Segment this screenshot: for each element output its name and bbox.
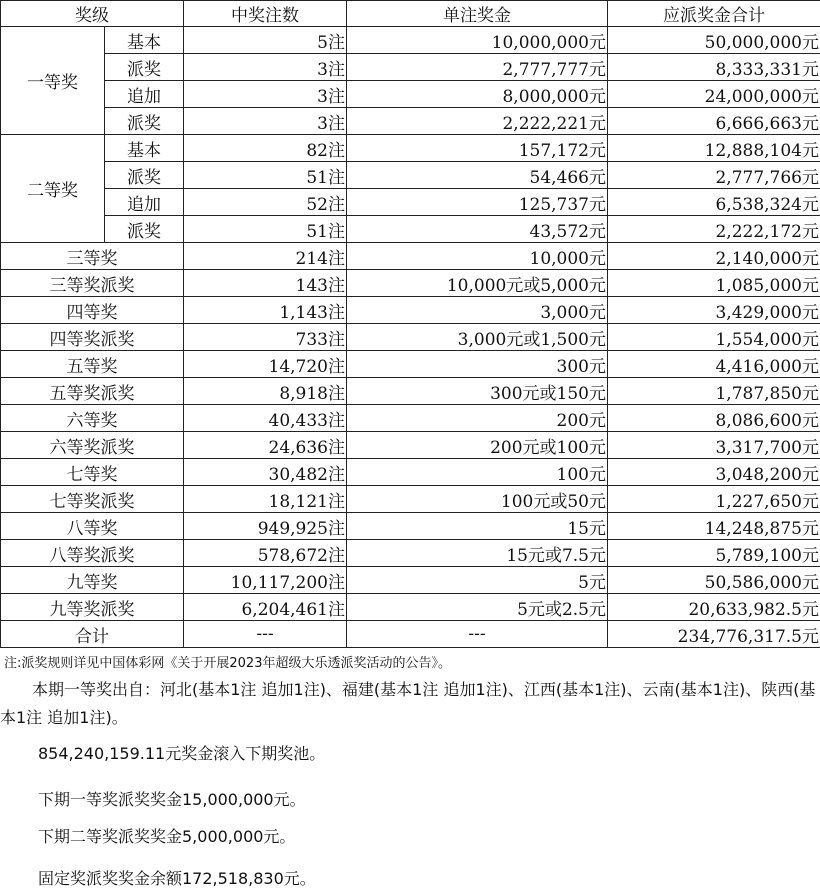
table-row <box>1 351 820 378</box>
unit-prize: 3,000元或1,500元 <box>347 324 608 351</box>
total-prize: 2,140,000元 <box>608 243 820 270</box>
sub-tier: 派奖 <box>105 54 184 81</box>
unit-prize: 100元 <box>347 459 608 486</box>
footnote: 注:派奖规则详见中国体彩网《关于开展2023年超级大乐透派奖活动的公告》。 <box>4 656 451 671</box>
winner-count: 578,672注 <box>184 540 347 567</box>
table-header-row <box>1 1 820 27</box>
winner-count: 40,433注 <box>184 405 347 432</box>
table-row <box>1 567 820 594</box>
unit-prize: 300元 <box>347 351 608 378</box>
tier-rows <box>1 243 820 621</box>
winner-count: 5注 <box>184 27 347 54</box>
total-prize: 3,429,000元 <box>608 297 820 324</box>
table-row <box>1 486 820 513</box>
table-row <box>1 540 820 567</box>
winner-count: 733注 <box>184 324 347 351</box>
total-prize: 6,538,324元 <box>608 189 820 216</box>
tier-name: 九等奖派奖 <box>1 594 184 621</box>
winner-count: 143注 <box>184 270 347 297</box>
total-unit: --- <box>347 621 608 648</box>
table-row <box>1 378 820 405</box>
total-count: --- <box>184 621 347 648</box>
table-row <box>1 432 820 459</box>
sub-tier: 派奖 <box>105 162 184 189</box>
unit-prize: 125,737元 <box>347 189 608 216</box>
table-row <box>1 270 820 297</box>
unit-prize: 10,000,000元 <box>347 27 608 54</box>
sub-tier: 派奖 <box>105 216 184 243</box>
total-prize: 50,000,000元 <box>608 27 820 54</box>
first-prize-label: 一等奖 <box>1 27 105 135</box>
winner-count: 30,482注 <box>184 459 347 486</box>
grand-total: 234,776,317.5元 <box>608 621 820 648</box>
sub-tier: 追加 <box>105 189 184 216</box>
header-count: 中奖注数 <box>184 1 347 27</box>
unit-prize: 8,000,000元 <box>347 81 608 108</box>
first-prize-winners-text: 本期一等奖出自：河北(基本1注 追加1注)、福建(基本1注 追加1注)、江西(基本1注)、云南(基本1注)、陕西(基本1注 追加1注)。 <box>0 680 816 727</box>
total-prize: 1,085,000元 <box>608 270 820 297</box>
tier-name: 九等奖 <box>1 567 184 594</box>
table-row <box>1 594 820 621</box>
winner-count: 82注 <box>184 135 347 162</box>
unit-prize: 5元或2.5元 <box>347 594 608 621</box>
sub-tier: 派奖 <box>105 108 184 135</box>
tier-name: 五等奖 <box>1 351 184 378</box>
total-prize: 24,000,000元 <box>608 81 820 108</box>
winner-count: 3注 <box>184 108 347 135</box>
unit-prize: 100元或50元 <box>347 486 608 513</box>
unit-prize: 5元 <box>347 567 608 594</box>
total-prize: 14,248,875元 <box>608 513 820 540</box>
table-row <box>1 189 820 216</box>
tier-name: 三等奖 <box>1 243 184 270</box>
total-prize: 8,333,331元 <box>608 54 820 81</box>
total-prize: 2,777,766元 <box>608 162 820 189</box>
sub-tier: 基本 <box>105 27 184 54</box>
second-prize-label: 二等奖 <box>1 135 105 243</box>
table-row <box>1 513 820 540</box>
table-row <box>1 297 820 324</box>
unit-prize: 200元或100元 <box>347 432 608 459</box>
winner-count: 51注 <box>184 216 347 243</box>
winner-count: 14,720注 <box>184 351 347 378</box>
sub-tier: 基本 <box>105 135 184 162</box>
fixed-balance-text: 固定奖派奖奖金余额172,518,830元。 <box>38 869 316 888</box>
total-prize: 5,789,100元 <box>608 540 820 567</box>
winner-count: 24,636注 <box>184 432 347 459</box>
tier-name: 四等奖 <box>1 297 184 324</box>
table-row <box>1 324 820 351</box>
total-prize: 3,317,700元 <box>608 432 820 459</box>
total-prize: 50,586,000元 <box>608 567 820 594</box>
unit-prize: 300元或150元 <box>347 378 608 405</box>
tier-name: 六等奖 <box>1 405 184 432</box>
winner-count: 52注 <box>184 189 347 216</box>
header-unit-prize: 单注奖金 <box>347 1 608 27</box>
total-prize: 20,633,982.5元 <box>608 594 820 621</box>
winner-count: 3注 <box>184 54 347 81</box>
total-prize: 1,227,650元 <box>608 486 820 513</box>
table-row <box>1 405 820 432</box>
tier-name: 七等奖 <box>1 459 184 486</box>
winner-count: 18,121注 <box>184 486 347 513</box>
table-row <box>1 216 820 243</box>
rollover-text: 854,240,159.11元奖金滚入下期奖池。 <box>38 744 326 763</box>
sub-tier: 追加 <box>105 81 184 108</box>
table-row <box>1 54 820 81</box>
total-prize: 2,222,172元 <box>608 216 820 243</box>
winner-count: 51注 <box>184 162 347 189</box>
unit-prize: 200元 <box>347 405 608 432</box>
tier-name: 八等奖派奖 <box>1 540 184 567</box>
total-prize: 1,787,850元 <box>608 378 820 405</box>
winner-count: 1,143注 <box>184 297 347 324</box>
total-label: 合计 <box>1 621 184 648</box>
total-prize: 8,086,600元 <box>608 405 820 432</box>
unit-prize: 157,172元 <box>347 135 608 162</box>
tier-name: 八等奖 <box>1 513 184 540</box>
total-prize: 4,416,000元 <box>608 351 820 378</box>
unit-prize: 10,000元 <box>347 243 608 270</box>
table-row <box>1 459 820 486</box>
tier-name: 三等奖派奖 <box>1 270 184 297</box>
next-first-prize-text: 下期一等奖派奖奖金15,000,000元。 <box>38 790 306 809</box>
table-row <box>1 108 820 135</box>
unit-prize: 54,466元 <box>347 162 608 189</box>
winner-count: 6,204,461注 <box>184 594 347 621</box>
tier-name: 六等奖派奖 <box>1 432 184 459</box>
table-row <box>1 135 820 162</box>
unit-prize: 15元或7.5元 <box>347 540 608 567</box>
winner-count: 214注 <box>184 243 347 270</box>
unit-prize: 2,222,221元 <box>347 108 608 135</box>
tier-name: 七等奖派奖 <box>1 486 184 513</box>
tier-name: 四等奖派奖 <box>1 324 184 351</box>
tier-name: 五等奖派奖 <box>1 378 184 405</box>
header-total-prize: 应派奖金合计 <box>608 1 820 27</box>
total-row <box>1 621 820 648</box>
winner-count: 3注 <box>184 81 347 108</box>
winner-count: 10,117,200注 <box>184 567 347 594</box>
table-row <box>1 243 820 270</box>
table-row <box>1 162 820 189</box>
unit-prize: 3,000元 <box>347 297 608 324</box>
winner-count: 8,918注 <box>184 378 347 405</box>
total-prize: 12,888,104元 <box>608 135 820 162</box>
unit-prize: 43,572元 <box>347 216 608 243</box>
next-second-prize-text: 下期二等奖派奖奖金5,000,000元。 <box>38 827 296 846</box>
total-prize: 6,666,663元 <box>608 108 820 135</box>
unit-prize: 2,777,777元 <box>347 54 608 81</box>
unit-prize: 10,000元或5,000元 <box>347 270 608 297</box>
total-prize: 1,554,000元 <box>608 324 820 351</box>
total-prize: 3,048,200元 <box>608 459 820 486</box>
winner-count: 949,925注 <box>184 513 347 540</box>
table-row <box>1 27 820 54</box>
header-tier: 奖级 <box>1 1 184 27</box>
unit-prize: 15元 <box>347 513 608 540</box>
table-row <box>1 81 820 108</box>
